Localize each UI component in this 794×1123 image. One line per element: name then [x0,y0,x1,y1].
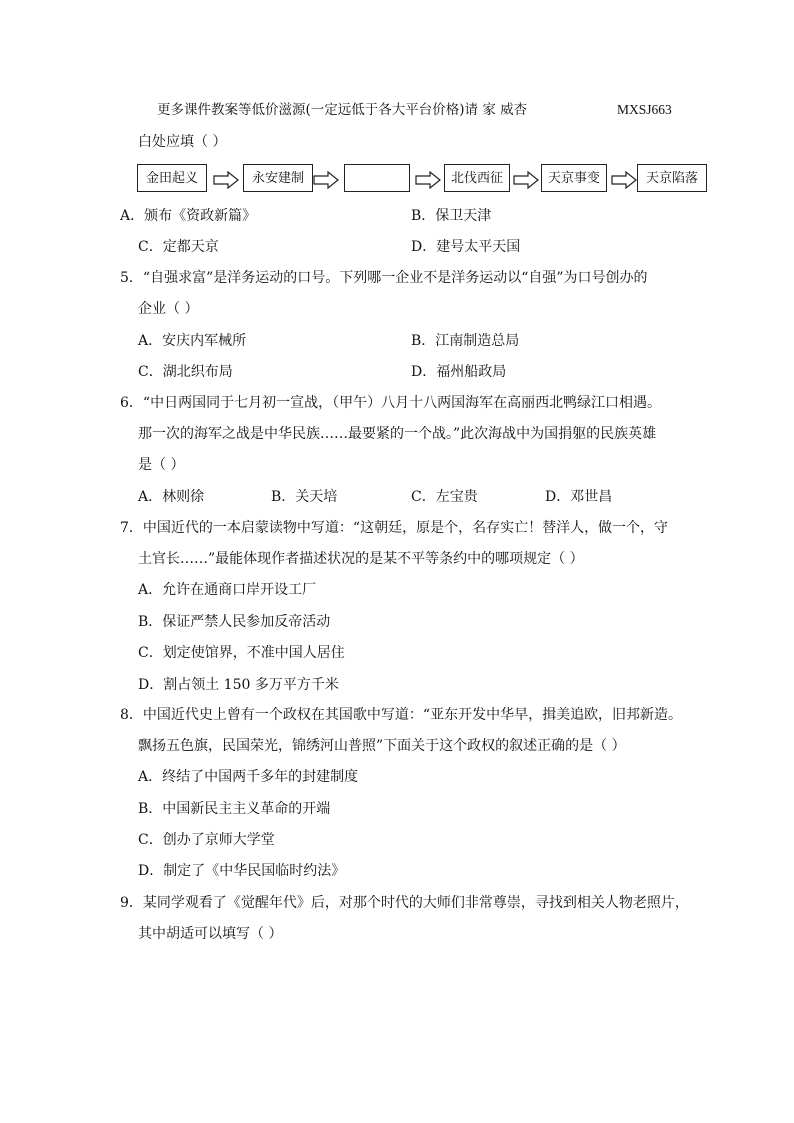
q5-option-d: D．福州船政局 [411,364,507,380]
q5-option-b: B．江南制造总局 [411,333,520,349]
q6-stem-line-2: 那一次的海军之战是中华民族……最要紧的一个战。”此次海战中为国捐躯的民族英雄 [138,426,657,442]
q4-option-d: D．建号太平天国 [411,239,521,255]
q4-flowchart [137,164,707,194]
flow-box-1: 金田起义 [137,164,207,192]
q4-stem-continuation: 白处应填（ ） [138,134,227,150]
flow-arrow-icon [611,171,637,189]
flow-arrow-icon [415,171,441,189]
q4-option-b: B．保卫天津 [411,208,492,224]
q6-option-c: C．左宝贵 [411,489,478,505]
flow-box-blank [344,164,410,192]
q6-option-a: A．林则徐 [138,489,205,505]
q7-stem-line-1: 7．中国近代的一本启蒙读物中写道：“这朝廷，原是个，名存实亡！替洋人，做一个，守 [120,520,669,536]
q8-option-c: C．创办了京师大学堂 [138,832,275,848]
q5-stem-line-2: 企业（ ） [138,301,199,317]
q5-option-a: A．安庆内军械所 [138,333,247,349]
flow-box-4: 北伐西征 [444,164,510,192]
flow-box-2: 永安建制 [243,164,313,192]
q5-stem-line-1: 5．“自强求富”是洋务运动的口号。下列哪一企业不是洋务运动以“自强”为口号创办的 [120,270,648,286]
flow-arrow-icon [313,171,339,189]
q8-option-b: B．中国新民主主义革命的开端 [138,801,331,817]
q4-option-a: A．颁布《资政新篇》 [120,208,257,224]
q4-option-c: C．定都天京 [138,239,219,255]
q7-option-b: B．保证严禁人民参加反帝活动 [138,614,331,630]
q8-stem-line-2: 飘扬五色旗，民国荣光，锦绣河山普照”下面关于这个政权的叙述正确的是（ ） [138,738,626,754]
q7-option-c: C．划定使馆界，不准中国人居住 [138,645,345,661]
ad-code: MXSJ663 [617,102,672,117]
q8-stem-line-1: 8．中国近代史上曾有一个政权在其国歌中写道：“亚东开发中华早，揖美追欧，旧邦新造。 [120,707,683,723]
q7-option-d: D．割占领土 150 多万平方千米 [138,677,339,693]
ad-banner-text: 更多课件教案等低价滋源(一定远低于各大平台价格)请 家 威杏 [157,102,528,118]
q8-option-d: D．制定了《中华民国临时约法》 [138,863,346,879]
q6-stem-line-3: 是（ ） [138,457,185,473]
flow-arrow-icon [213,171,239,189]
flow-box-6: 天京陷落 [637,164,707,192]
q7-stem-line-2: 土官长……”最能体现作者描述状况的是某不平等条约中的哪项规定（ ） [138,551,584,567]
q5-option-c: C．湖北织布局 [138,364,233,380]
flow-box-5: 天京事变 [541,164,607,192]
q9-stem-line-2: 其中胡适可以填写（ ） [138,926,283,942]
q6-stem-line-1: 6．“中日两国同于七月初一宣战，（甲午）八月十八两国海军在高丽西北鸭绿江口相遇。 [120,395,662,411]
q9-stem-line-1: 9．某同学观看了《觉醒年代》后，对那个时代的大师们非常尊崇，寻找到相关人物老照片， [120,895,689,911]
q6-option-d: D．邓世昌 [545,489,613,505]
q6-option-b: B．关天培 [271,489,338,505]
flow-arrow-icon [513,171,539,189]
q7-option-a: A．允许在通商口岸开设工厂 [138,582,317,598]
q8-option-a: A．终结了中国两千多年的封建制度 [138,769,359,785]
